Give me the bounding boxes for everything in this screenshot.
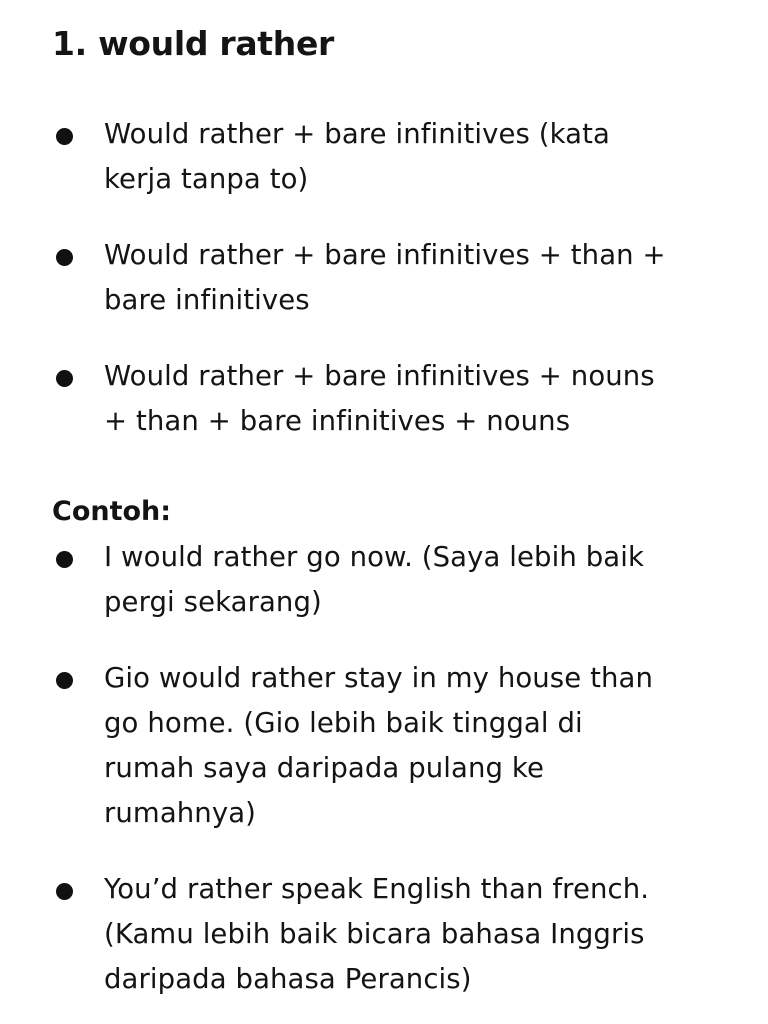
list-item-text (104, 867, 714, 1002)
examples-label: Contoh: (52, 496, 172, 527)
text-line: + than + bare infinitives + nouns (104, 405, 571, 437)
text-line: bare infinitives (104, 284, 310, 316)
bullet-icon (56, 883, 73, 900)
text-line: Gio would rather stay in my house than (104, 662, 653, 694)
bullet-icon (56, 128, 73, 145)
list-item-text (104, 233, 714, 323)
text-line: You’d rather speak English than french. (104, 873, 650, 905)
text-line: pergi sekarang) (104, 586, 322, 618)
list-item-text (104, 656, 714, 836)
bullet-icon (56, 551, 73, 568)
bullet-icon (56, 370, 73, 387)
page-title: 1. would rather (52, 24, 335, 63)
text-line: kerja tanpa to) (104, 163, 309, 195)
text-line: rumah saya daripada pulang ke (104, 752, 544, 784)
text-line: I would rather go now. (Saya lebih baik (104, 541, 645, 573)
text-line: (Kamu lebih baik bicara bahasa Inggris (104, 918, 645, 950)
text-line: go home. (Gio lebih baik tinggal di (104, 707, 583, 739)
list-item-text (104, 112, 714, 202)
text-line: Would rather + bare infinitives + nouns (104, 360, 655, 392)
text-line: daripada bahasa Perancis) (104, 963, 472, 995)
list-item-text (104, 354, 714, 444)
text-line: rumahnya) (104, 797, 256, 829)
list-item-text (104, 535, 714, 625)
bullet-icon (56, 249, 73, 266)
text-line: Would rather + bare infinitives (kata (104, 118, 610, 150)
text-line: Would rather + bare infinitives + than + (104, 239, 666, 271)
bullet-icon (56, 672, 73, 689)
